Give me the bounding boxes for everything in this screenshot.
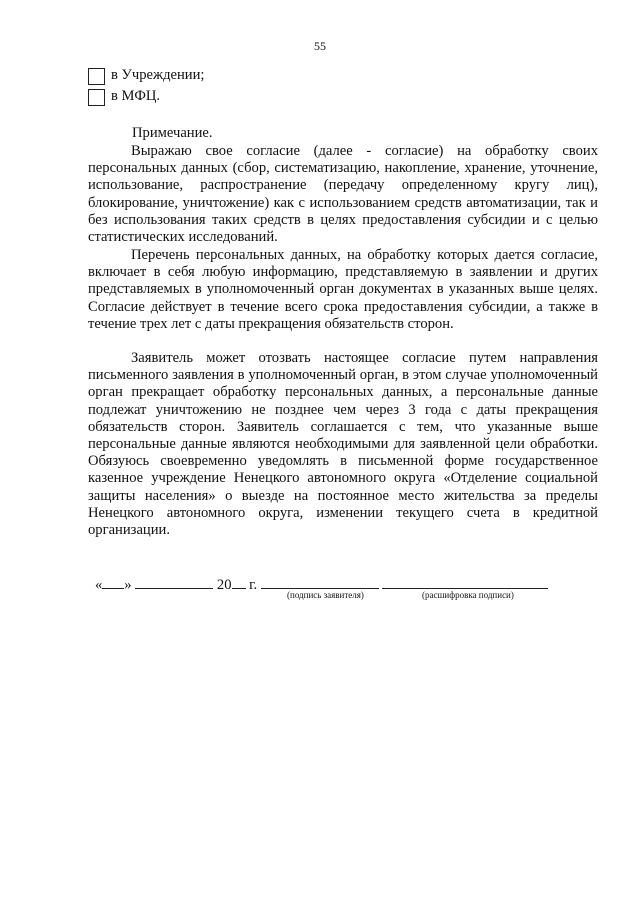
consent-paragraph: Выражаю свое согласие (далее - согласие) на обработку своих персональных данных (сбор, систематизацию, накопление, хранение, уточнение, использование, распространение (передачу определенному кругу лиц), блокирование, уничтожение) как с использованием средств автоматизации, так и без использования таких средств в целях предоставления субсидии и с целью статистических исследований. bbox=[88, 143, 598, 246]
decoding-field[interactable] bbox=[382, 574, 548, 589]
signature-field[interactable] bbox=[261, 574, 379, 589]
date-open-quote: « bbox=[95, 577, 103, 593]
page-number: 55 bbox=[314, 39, 326, 53]
revocation-paragraph: Заявитель может отозвать настоящее согласие путем направления письменного заявления в уполномоченный орган, в этом случае уполномоченный орган прекращает обработку персональных данных, а персональные данные подлежат уничтожению не позднее чем через 3 года с даты прекращения обязательств сторон. Заявитель соглашается с тем, что указанные выше персональные данные являются необходимыми для заявленной цели обработки. Обязуюсь своевременно уведомлять в письменной форме государственное казенное учреждение Ненецкого автономного округа «Отделение социальной защиты населения» о выезде на постоянное место жительства за пределы Ненецкого автономного округа, изменении текущего счета в кредитной организации. bbox=[88, 350, 598, 539]
year-prefix: 20 bbox=[216, 577, 232, 593]
note-label: Примечание. bbox=[132, 125, 213, 141]
option-institution bbox=[88, 67, 204, 85]
option-institution-label: в Учреждении; bbox=[111, 67, 205, 84]
option-mfc bbox=[88, 88, 160, 106]
day-field[interactable] bbox=[102, 574, 124, 589]
year-field[interactable] bbox=[232, 574, 246, 589]
option-mfc-label: в МФЦ. bbox=[111, 88, 161, 105]
date-close-quote: » bbox=[124, 577, 132, 593]
checkbox-mfc[interactable] bbox=[88, 89, 105, 106]
data-list-paragraph: Перечень персональных данных, на обработку которых дается согласие, включает в себя любую информацию, представляемую в заявлении и других представляемых в уполномоченный орган документах в указанных выше целях. Согласие действует в течение всего срока предоставления субсидии, а также в течение трех лет с даты прекращения обязательств сторон. bbox=[88, 247, 598, 332]
checkbox-institution[interactable] bbox=[88, 68, 105, 85]
month-field[interactable] bbox=[135, 574, 213, 589]
signature-caption: (подпись заявителя) bbox=[287, 590, 364, 600]
year-suffix: г. bbox=[249, 577, 258, 593]
decoding-caption: (расшифровка подписи) bbox=[422, 590, 514, 600]
